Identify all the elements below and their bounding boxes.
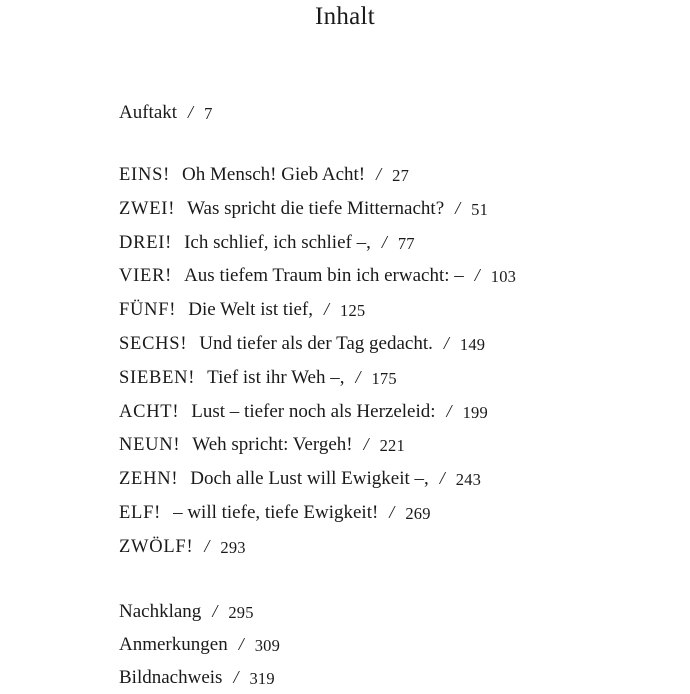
toc-separator: /: [355, 366, 361, 387]
toc-chapter-row[interactable]: [119, 327, 639, 361]
toc-page-number: 269: [405, 503, 431, 523]
toc-separator: /: [363, 434, 369, 455]
toc-chapter-title: Und tiefer als der Tag gedacht.: [199, 332, 433, 354]
toc-chapter-row[interactable]: [119, 259, 639, 293]
toc-chapter-number-label: ZWEI!: [119, 198, 176, 219]
toc-chapter-number-label: DREI!: [119, 232, 173, 253]
toc-separator: /: [238, 633, 244, 654]
toc-separator: /: [204, 535, 210, 556]
toc-separator: /: [455, 197, 461, 218]
toc-page-number: 221: [379, 436, 405, 456]
toc-chapter-title: Was spricht die tiefe Mitternacht?: [187, 197, 445, 219]
toc-back-row[interactable]: [119, 595, 639, 628]
toc-separator: /: [188, 102, 194, 122]
toc-chapter-row[interactable]: [119, 395, 639, 429]
toc-chapter-title: Ich schlief, ich schlief –,: [184, 231, 371, 253]
toc-page-number: 51: [471, 199, 489, 219]
toc-separator: /: [443, 332, 449, 353]
toc-page-number: 319: [249, 668, 275, 688]
toc-separator: /: [323, 299, 329, 320]
toc-front-row[interactable]: [119, 96, 639, 129]
toc-chapter-row[interactable]: [119, 462, 639, 496]
toc-separator: /: [389, 501, 395, 522]
toc-back-row[interactable]: [119, 628, 639, 661]
toc-chapter-title: – will tiefe, tiefe Ewigkeit!: [173, 501, 379, 523]
toc-page-number: 103: [490, 267, 517, 287]
toc-chapter-title: Oh Mensch! Gieb Acht!: [182, 164, 366, 185]
page-title: Inhalt: [314, 3, 376, 30]
toc-back-row[interactable]: [119, 661, 639, 694]
toc-separator: /: [376, 164, 382, 184]
toc-separator: /: [212, 600, 218, 621]
toc-chapter-title: Die Welt ist tief,: [188, 299, 313, 321]
toc-separator: /: [233, 666, 239, 687]
toc-separator: /: [381, 231, 387, 252]
toc-chapter-row[interactable]: [119, 293, 639, 327]
toc-page-number: 309: [254, 635, 281, 655]
toc-chapter-number-label: ZWÖLF!: [119, 536, 194, 557]
toc-page-number: 125: [340, 301, 366, 321]
toc-separator: /: [474, 265, 480, 286]
toc-chapter-row[interactable]: [119, 496, 639, 530]
toc-entry-label: Bildnachweis: [119, 666, 223, 688]
toc-page-number: 27: [392, 166, 410, 185]
toc-entry-label: Anmerkungen: [119, 633, 228, 655]
toc-entry-label: Auftakt: [119, 102, 178, 123]
toc-chapter-number-label: SECHS!: [119, 333, 188, 354]
toc-page-number: 175: [371, 368, 397, 388]
toc-chapter-number-label: EINS!: [119, 165, 171, 185]
toc-chapter-title: Weh spricht: Vergeh!: [192, 434, 353, 456]
front-matter-list: [119, 96, 639, 129]
toc-chapter-number-label: FÜNF!: [119, 300, 177, 321]
toc-chapter-row[interactable]: [119, 158, 639, 192]
toc-chapter-number-label: SIEBEN!: [119, 367, 196, 388]
toc-chapter-row[interactable]: [119, 428, 639, 462]
toc-chapter-number-label: ACHT!: [119, 401, 180, 422]
toc-page-number: 7: [204, 104, 213, 123]
toc-separator: /: [439, 468, 445, 489]
toc-chapter-number-label: ELF!: [119, 502, 162, 523]
toc-chapter-title: Aus tiefem Traum bin ich erwacht: –: [184, 265, 464, 287]
toc-chapter-row[interactable]: [119, 192, 639, 226]
toc-separator: /: [446, 400, 452, 421]
toc-page-number: 149: [459, 334, 486, 354]
toc-page-number: 243: [455, 470, 482, 490]
toc-page-number: 77: [397, 233, 415, 253]
toc-chapter-title: Tief ist ihr Weh –,: [207, 366, 345, 388]
toc-chapter-row[interactable]: [119, 530, 639, 564]
toc-entry-label: Nachklang: [119, 600, 202, 622]
toc-chapter-row[interactable]: [119, 361, 639, 395]
toc-content: [119, 96, 639, 694]
chapter-list: [119, 158, 639, 564]
toc-chapter-title: Doch alle Lust will Ewigkeit –,: [190, 468, 429, 490]
toc-page-number: 199: [462, 402, 488, 422]
toc-chapter-number-label: VIER!: [119, 266, 173, 287]
toc-chapter-row[interactable]: [119, 226, 639, 260]
toc-page-number: 293: [220, 537, 246, 557]
toc-chapter-title: Lust – tiefer noch als Herzeleid:: [191, 400, 436, 422]
back-matter-list: [119, 595, 639, 694]
toc-page-number: 295: [228, 602, 254, 622]
toc-chapter-number-label: ZEHN!: [119, 469, 179, 490]
toc-chapter-number-label: NEUN!: [119, 435, 181, 456]
